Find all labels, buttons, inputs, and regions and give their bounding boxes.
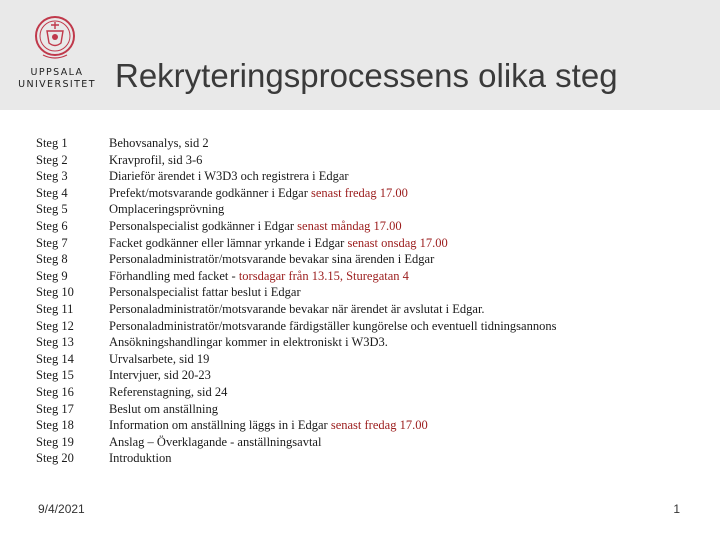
step-description bbox=[109, 334, 388, 351]
step-label: Steg 19 bbox=[36, 434, 74, 449]
step-label: Steg 12 bbox=[36, 318, 74, 333]
step-text: Personalspecialist fattar beslut i Edgar bbox=[109, 285, 301, 300]
step-label: Steg 10 bbox=[36, 285, 74, 300]
step-text: Personalspecialist godkänner i Edgar bbox=[109, 219, 298, 233]
step-label: Steg 9 bbox=[36, 268, 68, 283]
step-text: Introduktion bbox=[109, 451, 172, 466]
step-description bbox=[109, 351, 209, 368]
step-description bbox=[109, 185, 408, 202]
step-deadline: senast fredag 17.00 bbox=[311, 185, 408, 200]
logo-text-line2: UNIVERSITET bbox=[18, 79, 96, 90]
step-text: Behovsanalys, sid 2 bbox=[109, 136, 209, 150]
step-deadline: senast måndag 17.00 bbox=[297, 219, 402, 233]
step-label: Steg 20 bbox=[36, 451, 74, 466]
step-text: Intervjuer, sid 20-23 bbox=[109, 368, 211, 383]
step-description bbox=[109, 367, 211, 384]
step-label: Steg 18 bbox=[36, 418, 74, 433]
step-text: Facket godkänner eller lämnar yrkande i Edgar bbox=[109, 235, 348, 250]
step-label: Steg 8 bbox=[36, 252, 68, 267]
step-text: Referenstagning, sid 24 bbox=[109, 385, 228, 399]
page-number: 1 bbox=[673, 502, 680, 516]
slide-title: Rekryteringsprocessens olika steg bbox=[115, 57, 618, 94]
step-label: Steg 5 bbox=[36, 202, 68, 217]
slide-header bbox=[0, 0, 720, 110]
step-description bbox=[109, 168, 349, 185]
step-description bbox=[109, 301, 485, 318]
step-label: Steg 6 bbox=[36, 219, 68, 233]
step-description bbox=[109, 417, 428, 434]
step-text: Förhandling med facket - bbox=[109, 268, 239, 283]
step-label: Steg 1 bbox=[36, 136, 68, 150]
step-text: Personaladministratör/motsvarande färdigställer kungörelse och eventuell tidningsannons bbox=[109, 318, 557, 333]
step-description bbox=[109, 201, 224, 218]
footer-date: 9/4/2021 bbox=[38, 502, 85, 516]
step-label: Steg 4 bbox=[36, 185, 68, 200]
logo-text-line1: UPPSALA bbox=[30, 67, 84, 78]
step-label: Steg 7 bbox=[36, 235, 68, 250]
step-text: Personaladministratör/motsvarande bevakar sina ärenden i Edgar bbox=[109, 252, 435, 267]
step-description bbox=[109, 318, 556, 335]
step-description bbox=[109, 434, 321, 451]
step-label: Steg 13 bbox=[36, 335, 74, 350]
university-seal-icon bbox=[33, 15, 77, 61]
step-description bbox=[109, 251, 434, 268]
step-description bbox=[109, 268, 409, 285]
step-text: Omplaceringsprövning bbox=[109, 202, 225, 217]
step-text: Beslut om anställning bbox=[109, 401, 219, 416]
step-description bbox=[109, 284, 301, 301]
step-deadline: torsdagar från 13.15, Sturegatan 4 bbox=[238, 268, 409, 283]
step-text: Prefekt/motsvarande godkänner i Edgar bbox=[109, 185, 312, 200]
step-text: Ansökningshandlingar kommer in elektroniskt i W3D3. bbox=[109, 335, 388, 350]
uppsala-university-logo bbox=[12, 12, 102, 102]
step-text: Diarieför ärendet i W3D3 och registrera i Edgar bbox=[109, 169, 349, 184]
step-label: Steg 11 bbox=[36, 302, 74, 316]
step-text: Kravprofil, sid 3-6 bbox=[109, 152, 203, 167]
step-text: Personaladministratör/motsvarande bevakar när ärendet är avslutat i Edgar. bbox=[109, 302, 485, 316]
step-label: Steg 2 bbox=[36, 152, 68, 167]
step-description bbox=[109, 450, 172, 467]
step-label: Steg 17 bbox=[36, 401, 74, 416]
step-text: Anslag – Överklagande - anställningsavtal bbox=[109, 434, 322, 449]
step-label: Steg 3 bbox=[36, 169, 68, 184]
step-description bbox=[109, 235, 448, 252]
step-description bbox=[109, 152, 202, 169]
step-description bbox=[109, 135, 209, 152]
step-text: Urvalsarbete, sid 19 bbox=[109, 351, 210, 366]
step-deadline: senast onsdag 17.00 bbox=[347, 235, 448, 250]
step-description bbox=[109, 384, 227, 401]
step-label: Steg 16 bbox=[36, 385, 74, 399]
step-description bbox=[109, 401, 218, 418]
step-description bbox=[109, 218, 402, 235]
step-text: Information om anställning läggs in i Edgar bbox=[109, 418, 331, 433]
step-label: Steg 14 bbox=[36, 351, 74, 366]
step-deadline: senast fredag 17.00 bbox=[330, 418, 428, 433]
step-label: Steg 15 bbox=[36, 368, 74, 383]
